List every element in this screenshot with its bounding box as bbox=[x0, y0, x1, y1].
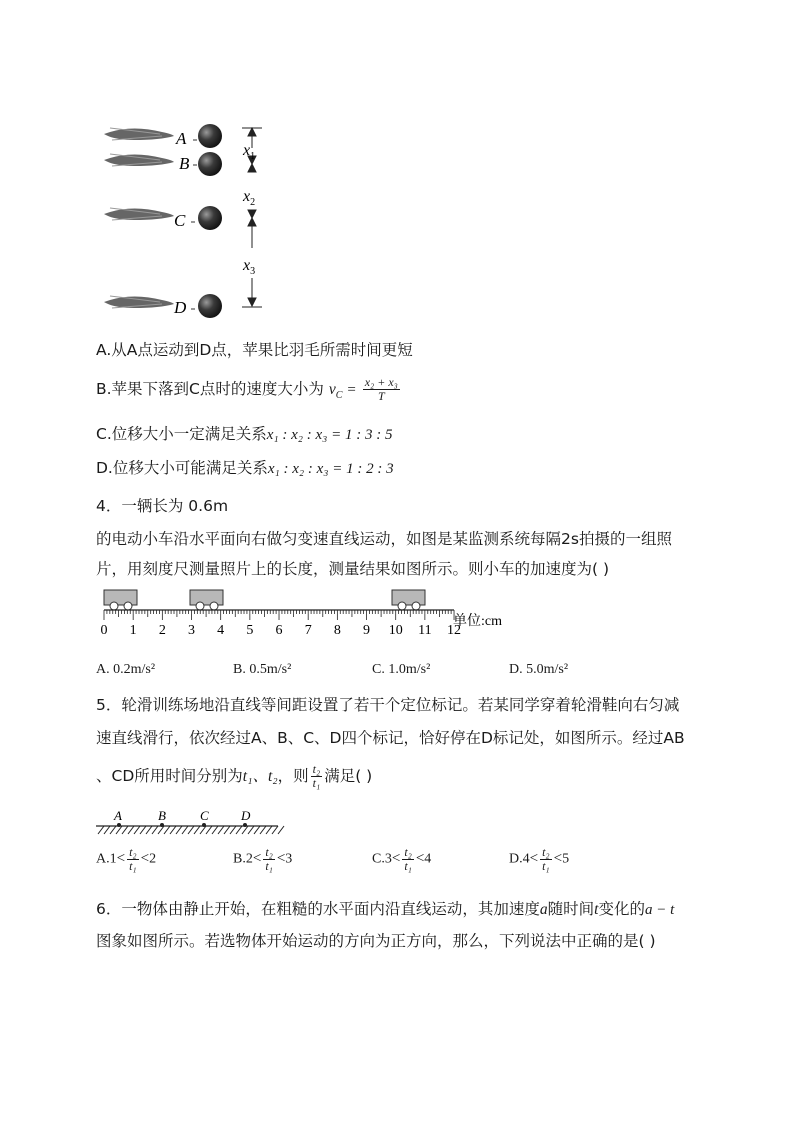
mark-a: A bbox=[114, 808, 122, 823]
q6-line-1: 6．一物体由静止开始，在粗糙的水平面内沿直线运动，其加速度a随时间t变化的a − t bbox=[96, 900, 675, 918]
ruler-tick-label: 3 bbox=[188, 623, 196, 638]
q4-line-1: 4．一辆长为 0.6m bbox=[96, 497, 229, 515]
q4-line-2: 的电动小车沿水平面向右做匀变速直线运动，如图是某监测系统每隔2s拍摄的一组照 bbox=[96, 530, 672, 548]
ruler-tick-label: 1 bbox=[129, 623, 137, 638]
ruler-tick-label: 4 bbox=[217, 623, 225, 638]
feather-icon bbox=[104, 208, 174, 220]
q5-line-3: 、CD所用时间分别为t₁、t₂，则 $\frac{\text{t₂}}{\text{t₁}}$ 满足( ) bbox=[96, 762, 373, 790]
ruler-tick-label: 0 bbox=[100, 623, 108, 638]
q5-option-b: B.2< $\frac{\text{t₂}}{\text{t₁}}$ <3 bbox=[233, 845, 293, 873]
ruler-tick-label: 9 bbox=[363, 623, 371, 638]
q3-option-d: D.位移大小可能满足关系x₁ : x₂ : x₃ = 1 : 2 : 3 bbox=[96, 459, 394, 477]
ruler-unit: 单位:cm bbox=[453, 614, 502, 629]
label-b: B bbox=[179, 154, 190, 173]
apple-icon bbox=[198, 206, 222, 230]
feather-apple-figure bbox=[100, 118, 280, 328]
q6-line-2: 图象如图所示。若选物体开始运动的方向为正方向，那么，下列说法中正确的是( ) bbox=[96, 932, 656, 950]
car-icon bbox=[104, 590, 137, 610]
q5-option-c: C.3< $\frac{\text{t₂}}{\text{t₁}}$ <4 bbox=[372, 845, 432, 873]
ground-hatch bbox=[98, 826, 284, 834]
ruler-labels bbox=[101, 623, 462, 638]
feather-icon bbox=[104, 296, 174, 308]
mark-d: D bbox=[241, 808, 251, 823]
ruler-tick-label: 8 bbox=[333, 623, 341, 638]
q5-option-d: D.4< $\frac{\text{t₂}}{\text{t₁}}$ <5 bbox=[509, 845, 570, 873]
ruler-tick-label: 6 bbox=[275, 623, 283, 638]
q5-option-a: A.1< $\frac{\text{t₂}}{\text{t₁}}$ <2 bbox=[96, 845, 157, 873]
ruler-tick-label: 5 bbox=[246, 623, 254, 638]
feather-icon bbox=[104, 128, 174, 140]
apple-icon bbox=[198, 124, 222, 148]
label-d: D bbox=[174, 298, 187, 317]
apple-icon bbox=[198, 294, 222, 318]
mark-c: C bbox=[200, 808, 209, 823]
mark-b: B bbox=[158, 808, 166, 823]
track-figure bbox=[96, 808, 286, 838]
x3-label: $x_3$ bbox=[243, 257, 256, 277]
feather-icon bbox=[104, 154, 174, 166]
label-a: A bbox=[176, 129, 187, 148]
car-icon bbox=[392, 590, 425, 610]
q4-option-a: A. 0.2m/s² bbox=[96, 662, 156, 677]
apple-icon bbox=[198, 152, 222, 176]
label-c: C bbox=[174, 211, 186, 230]
q4-option-c: C. 1.0m/s² bbox=[372, 662, 431, 677]
q5-line-2: 速直线滑行，依次经过A、B、C、D四个标记，恰好停在D标记处，如图所示。经过AB bbox=[96, 729, 685, 747]
velocity-fraction: $\frac{\text{x₂ + x₃}}{T}$ bbox=[364, 375, 398, 403]
ruler-tick-label: 12 bbox=[447, 623, 462, 638]
ruler-tick-label: 2 bbox=[158, 623, 166, 638]
q5-line-1: 5．轮滑训练场地沿直线等间距设置了若干个定位标记。若某同学穿着轮滑鞋向右匀减 bbox=[96, 696, 680, 714]
ruler-figure bbox=[96, 586, 526, 652]
car-icon bbox=[190, 590, 223, 610]
q3-option-b: B.苹果下落到C点时的速度大小为 $v_C$ = $\frac{\text{x₂ + x₃}}{T}$ bbox=[96, 375, 398, 403]
x1-label: $x_1$ bbox=[243, 142, 256, 162]
q4-line-3: 片，用刻度尺测量照片上的长度，测量结果如图所示。则小车的加速度为( ) bbox=[96, 560, 610, 578]
ruler-tick-label: 11 bbox=[418, 623, 432, 638]
ruler-ticks bbox=[104, 610, 454, 620]
ruler-tick-label: 7 bbox=[304, 623, 312, 638]
q3-option-a: A.从A点运动到D点，苹果比羽毛所需时间更短 bbox=[96, 341, 413, 359]
q3-option-c: C.位移大小一定满足关系x₁ : x₂ : x₃ = 1 : 3 : 5 bbox=[96, 425, 393, 443]
q4-option-d: D. 5.0m/s² bbox=[509, 662, 569, 677]
q4-option-b: B. 0.5m/s² bbox=[233, 662, 292, 677]
ruler-tick-label: 10 bbox=[388, 623, 403, 638]
x2-label: $x_2$ bbox=[243, 188, 256, 208]
